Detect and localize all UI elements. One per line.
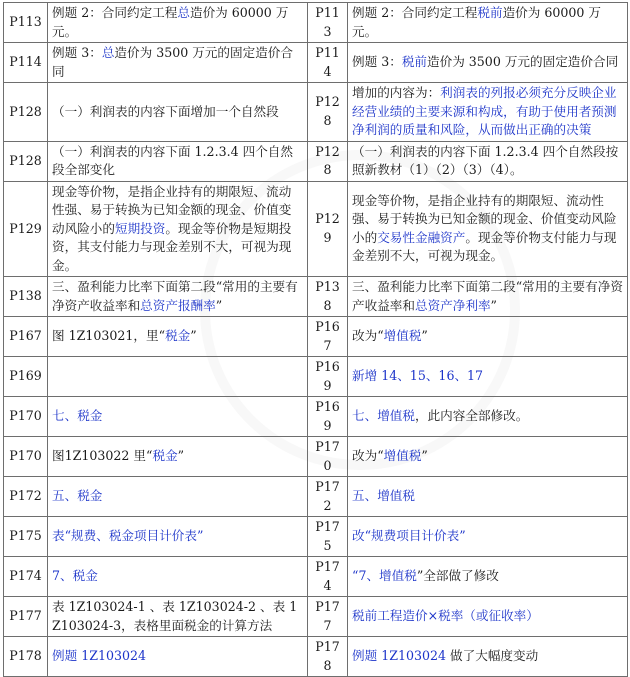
table-row <box>4 277 628 317</box>
text-segment: 。现金等价物支付能力与现金差别不大，可视为现金。 <box>352 229 617 264</box>
text-segment: 税金 <box>152 448 178 464</box>
revised-text-cell <box>348 437 628 477</box>
page-number-original: P170 <box>4 397 48 437</box>
original-text-cell <box>48 397 308 437</box>
text-segment: 7、税金 <box>52 568 98 584</box>
text-segment: 总 <box>177 5 190 20</box>
page-number-original: P178 <box>4 637 48 677</box>
original-text-cell <box>48 557 308 597</box>
text-segment: ” <box>177 448 185 464</box>
original-text-cell <box>48 437 308 477</box>
text-segment: ” <box>190 328 197 344</box>
table-row <box>4 397 628 437</box>
table-row <box>4 557 628 597</box>
page-number-original: P174 <box>4 557 48 597</box>
page-number-revised: P114 <box>308 43 348 83</box>
text-segment: 增值税 <box>383 328 422 344</box>
page-number-original: P170 <box>4 437 48 477</box>
page-number-original: P175 <box>4 517 48 557</box>
page-number-original: P128 <box>4 141 48 181</box>
errata-table <box>3 2 628 677</box>
table-row <box>4 141 628 181</box>
original-text-cell <box>48 637 308 677</box>
original-text-cell <box>48 83 308 142</box>
page-number-original: P129 <box>4 181 48 277</box>
text-segment: 例题 2：合同约定工程 <box>352 5 478 20</box>
text-segment: 造价为 3500 万元的固定造价合同 <box>427 54 619 70</box>
original-text-cell <box>48 3 308 43</box>
table-row <box>4 517 628 557</box>
page-number-original: P138 <box>4 277 48 317</box>
original-text-cell <box>48 141 308 181</box>
page-number-revised: P113 <box>308 3 348 43</box>
table-row <box>4 357 628 397</box>
text-segment: 例题 2：合同约定工程 <box>52 5 178 20</box>
page-number-revised: P177 <box>308 597 348 637</box>
table-row <box>4 437 628 477</box>
text-segment: 造价为 60000 万元。 <box>352 5 602 39</box>
text-segment: 改“规费项目计价表” <box>352 528 466 544</box>
text-segment: 总资产净利率 <box>414 297 491 313</box>
original-text-cell <box>48 277 308 317</box>
table-row <box>4 597 628 637</box>
page-number-original: P128 <box>4 83 48 142</box>
original-text-cell <box>48 597 308 637</box>
text-segment: 造价为 3500 万元的固定造价合同 <box>52 45 293 79</box>
text-segment: 总资产报酬率 <box>140 297 216 313</box>
text-segment: 七、增值税 <box>352 408 415 424</box>
text-segment: 新增 14、15、16、17 <box>352 368 484 384</box>
text-segment: （一）利润表的内容下面 1.2.3.4 四个自然段按照新教材（1）（2）（3）（4）。 <box>352 143 619 177</box>
text-segment: “7、增值税 <box>352 568 417 584</box>
page-number-revised: P175 <box>308 517 348 557</box>
text-segment: 现金等价物，是指企业持有的期限短、流动性强、易于转换为已知金额的现金、价值变动风险小的 <box>352 192 617 245</box>
revised-text-cell <box>348 637 628 677</box>
text-segment: （一）利润表的内容下面 1.2.3.4 四个自然段全部变化 <box>52 143 293 177</box>
text-segment: 例题 3： <box>52 45 102 60</box>
table-row <box>4 637 628 677</box>
text-segment: 利润表的列报必须充分反映企业经营业绩的主要来源和构成，有助于使用者预测净利润的质量和风险，从而做出正确的决策 <box>352 85 617 137</box>
table-row <box>4 181 628 277</box>
text-segment: 三、盈利能力比率下面第二段“常用的主要有净资产收益率和 <box>52 279 298 313</box>
page-number-revised: P169 <box>308 397 348 437</box>
page-number-revised: P172 <box>308 477 348 517</box>
page-number-revised: P128 <box>308 83 348 142</box>
text-segment: 总 <box>101 45 115 60</box>
table-row <box>4 3 628 43</box>
text-segment: 做了大幅度变动 <box>446 648 539 664</box>
page-number-revised: P170 <box>308 437 348 477</box>
text-segment: 五、增值税 <box>352 488 415 504</box>
table-row <box>4 43 628 83</box>
revised-text-cell <box>348 477 628 517</box>
text-segment: ” <box>490 297 497 313</box>
revised-text-cell <box>348 317 628 357</box>
page-number-revised: P174 <box>308 557 348 597</box>
revised-text-cell <box>348 141 628 181</box>
page-number-original: P167 <box>4 317 48 357</box>
text-segment: 增值税 <box>383 448 422 464</box>
text-segment: ，此内容全部修改。 <box>414 408 529 424</box>
page-number-revised: P129 <box>308 181 348 277</box>
revised-text-cell <box>348 277 628 317</box>
revised-text-cell <box>348 83 628 142</box>
text-segment: ” <box>421 328 428 344</box>
revised-text-cell <box>348 397 628 437</box>
table-row <box>4 317 628 357</box>
text-segment: 改为“ <box>352 448 384 464</box>
page-number-original: P177 <box>4 597 48 637</box>
text-segment: ” <box>215 297 223 313</box>
text-segment: 税前工程造价×税率（或征收率） <box>352 608 539 624</box>
revised-text-cell <box>348 597 628 637</box>
text-segment: 例题 1Z103024 <box>52 648 147 664</box>
original-text-cell <box>48 317 308 357</box>
original-text-cell <box>48 517 308 557</box>
page-number-original: P172 <box>4 477 48 517</box>
text-segment: 税金 <box>165 328 191 344</box>
text-segment: 税前 <box>477 5 503 20</box>
revised-text-cell <box>348 517 628 557</box>
text-segment: 表 1Z103024-1 、表 1Z103024-2 、表 1Z103024-3，表格里面税金的计算方法 <box>52 599 298 633</box>
text-segment: 增加的内容为： <box>352 85 441 100</box>
text-segment: 。现金等价物是短期投资，其支付能力与现金差别不大，可视为现金。 <box>52 220 292 273</box>
text-segment: 五、税金 <box>52 488 103 504</box>
page-number-revised: P169 <box>308 357 348 397</box>
text-segment: 图1Z103022 里“ <box>52 448 153 464</box>
revised-text-cell <box>348 3 628 43</box>
text-segment: ”全部做了修改 <box>416 568 499 584</box>
text-segment: 七、税金 <box>52 408 103 424</box>
original-text-cell <box>48 477 308 517</box>
revised-text-cell <box>348 357 628 397</box>
revised-text-cell <box>348 557 628 597</box>
text-segment: 图 1Z103021，里“ <box>52 328 166 344</box>
text-segment: 造价为 60000 万元。 <box>52 5 289 39</box>
page-number-original: P113 <box>4 3 48 43</box>
page-number-revised: P138 <box>308 277 348 317</box>
text-segment: 例题 3： <box>352 54 402 70</box>
revised-text-cell <box>348 43 628 83</box>
text-segment: 交易性金融资产 <box>377 229 466 245</box>
text-segment: 改为“ <box>352 328 384 344</box>
page-number-revised: P178 <box>308 637 348 677</box>
original-text-cell <box>48 357 308 397</box>
page-number-revised: P128 <box>308 141 348 181</box>
text-segment: 现金等价物，是指企业持有的期限短、流动性强、易于转换为已知金额的现金、价值变动风险小的 <box>52 183 292 236</box>
page-number-original: P169 <box>4 357 48 397</box>
revised-text-cell <box>348 181 628 277</box>
text-segment: 三、盈利能力比率下面第二段“常用的主要有净资产收益率和 <box>352 279 623 313</box>
text-segment: 税前 <box>401 54 427 70</box>
text-segment: 表“规费、税金项目计价表” <box>52 528 204 544</box>
original-text-cell <box>48 43 308 83</box>
table-row <box>4 83 628 142</box>
original-text-cell <box>48 181 308 277</box>
page-number-revised: P167 <box>308 317 348 357</box>
table-row <box>4 477 628 517</box>
text-segment: ” <box>421 448 428 464</box>
text-segment: 例题 1Z103024 <box>352 648 447 664</box>
page-number-original: P114 <box>4 43 48 83</box>
text-segment: （一）利润表的内容下面增加一个自然段 <box>52 103 279 119</box>
text-segment: 短期投资 <box>114 220 166 236</box>
